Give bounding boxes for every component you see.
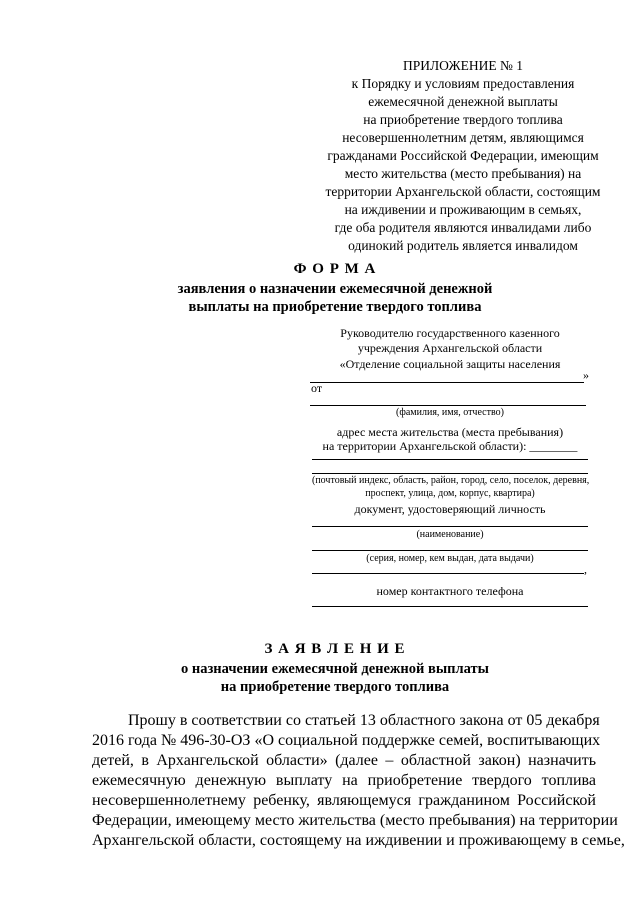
series-caption: (серия, номер, кем выдан, дата выдачи): [366, 553, 534, 564]
body-line: детей, в Архангельской области» (далее – областной закон) назначить: [92, 752, 596, 769]
address-label: на территории Архангельской области): ________: [322, 439, 578, 453]
appendix-title: ПРИЛОЖЕНИЕ № 1: [402, 58, 524, 73]
appendix-line: место жительства (место пребывания) на: [344, 166, 582, 181]
body-line: ежемесячную денежную выплату на приобретение твердого топлива: [92, 772, 596, 789]
addressee-line: учреждения Архангельской области: [357, 341, 543, 355]
phone-label: номер контактного телефона: [376, 584, 524, 598]
extra-field[interactable]: [312, 573, 584, 574]
body-line: Прошу в соответствии со статьей 13 областного закона от 05 декабря: [128, 712, 600, 729]
id-doc-label: документ, удостоверяющий личность: [354, 502, 546, 516]
id-doc-name-field[interactable]: [312, 526, 588, 527]
body-line: 2016 года № 496-30-ОЗ «О социальной поддержке семей, воспитывающих: [92, 732, 601, 749]
addressee-line: «Отделение социальной защиты населения: [339, 357, 561, 371]
appendix-line: где оба родителя являются инвалидами либо: [334, 220, 592, 235]
body-line: несовершеннолетнему ребенку, являющемуся гражданином Российской: [92, 792, 596, 809]
phone-field[interactable]: [312, 606, 588, 607]
form-title-line: заявления о назначении ежемесячной денежной: [177, 281, 493, 297]
period-mark: ,: [584, 562, 587, 576]
appendix-line: к Порядку и условиям предоставления: [351, 76, 575, 91]
statement-heading: З А Я В Л Е Н И Е: [264, 641, 406, 657]
appendix-line: на иждивении и проживающим в семьях,: [344, 202, 582, 217]
id-doc-details-field[interactable]: [312, 550, 588, 551]
statement-subtitle: на приобретение твердого топлива: [220, 679, 450, 695]
addressee-line: Руководителю государственного казенного: [340, 326, 560, 340]
appendix-line: одинокий родитель является инвалидом: [348, 238, 578, 253]
office-name-field[interactable]: [310, 382, 584, 383]
appendix-line: территории Архангельской области, состоящим: [325, 184, 601, 199]
fio-caption: (фамилия, имя, отчество): [396, 407, 504, 418]
address-label: адрес места жительства (места пребывания): [336, 425, 564, 439]
body-line: Федерации, имеющему место жительства (место пребывания) на территории: [92, 812, 618, 829]
fio-field[interactable]: [310, 405, 586, 406]
from-label: от: [311, 381, 323, 395]
form-title-line: выплаты на приобретение твердого топлива: [188, 299, 482, 315]
postal-caption: проспект, улица, дом, корпус, квартира): [365, 488, 535, 499]
body-line: Архангельской области, состоящему на иждивении и проживающему в семье,: [92, 832, 625, 849]
form-heading: Ф О Р М А: [293, 261, 377, 277]
appendix-line: несовершеннолетним детям, являющимся: [342, 130, 584, 145]
appendix-line: ежемесячной денежной выплаты: [368, 94, 558, 109]
postal-caption: (почтовый индекс, область, район, город, село, поселок, деревня,: [312, 475, 590, 486]
address-field[interactable]: [312, 473, 588, 474]
address-field[interactable]: [312, 459, 588, 460]
closing-quote: »: [583, 368, 589, 382]
appendix-line: гражданами Российской Федерации, имеющим: [327, 148, 599, 163]
name-caption: (наименование): [416, 529, 484, 540]
statement-subtitle: о назначении ежемесячной денежной выплаты: [181, 661, 489, 677]
appendix-line: на приобретение твердого топлива: [363, 112, 563, 127]
